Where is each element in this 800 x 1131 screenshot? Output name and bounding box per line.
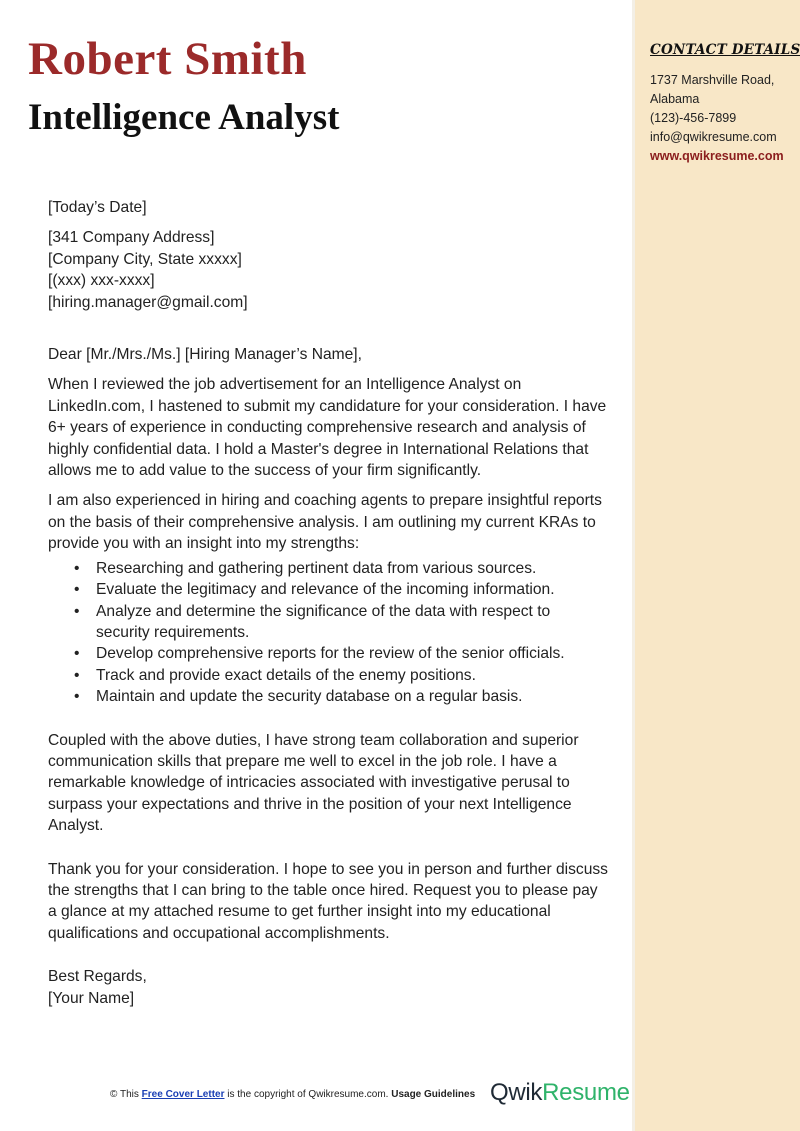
email[interactable]: info@qwikresume.com <box>650 130 777 144</box>
letter-body <box>48 197 608 1009</box>
phone: (123)-456-7899 <box>650 111 737 125</box>
footer-copyright <box>110 1089 475 1100</box>
contact-sidebar <box>632 0 800 1131</box>
closing: Best Regards, <box>48 968 147 986</box>
salutation: Dear [Mr./Mrs./Ms.] [Hiring Manager’s Name], <box>48 346 362 364</box>
logo-part2: Resume <box>542 1079 630 1106</box>
recipient-address: [341 Company Address] <box>48 229 215 247</box>
usage-guidelines-link[interactable]: Usage Guidelines <box>391 1089 476 1100</box>
list-item: • Track and provide exact details of the enemy positions. <box>96 665 608 686</box>
list-item: • Develop comprehensive reports for the review of the senior officials. <box>96 643 608 664</box>
contact-details <box>650 71 784 166</box>
applicant-name: Robert Smith <box>28 33 307 85</box>
list-item: • Researching and gathering pertinent data from various sources. <box>96 558 608 579</box>
list-item: • Maintain and update the security database on a regular basis. <box>96 686 608 707</box>
job-title: Intelligence Analyst <box>28 97 340 138</box>
free-cover-letter-link[interactable]: Free Cover Letter <box>141 1089 225 1100</box>
date: [Today’s Date] <box>48 199 147 216</box>
paragraph-1: When I reviewed the job advertisement for an Intelligence Analyst on LinkedIn.com, I hastened to submit my candidature for your consideration. I have 6+ years of experience in conducting comprehensive research and analysis of highly confidential data. I hold a Master's degree in International Relations that allows me to add value to the success of your firm significantly. <box>48 376 607 480</box>
copyright-icon: © <box>110 1089 118 1100</box>
footer-middle: is the copyright of Qwikresume.com. <box>227 1089 389 1100</box>
list-item: • Evaluate the legitimacy and relevance of the incoming information. <box>96 579 608 600</box>
list-item: • Analyze and determine the significance of the data with respect to security requirements. <box>96 601 608 644</box>
contact-heading: CONTACT DETAILS <box>650 42 800 58</box>
address-line1: 1737 Marshville Road, <box>650 73 775 87</box>
paragraph-4: Thank you for your consideration. I hope to see you in person and further discuss the strengths that I can bring to the table once hired. Request you to please pay a glance at my attached resume to get further insight into my educational qualifications and occupational accomplishments. <box>48 860 608 942</box>
website-link[interactable]: www.qwikresume.com <box>650 149 784 163</box>
footer-prefix: This <box>119 1089 139 1100</box>
qwikresume-logo <box>490 1079 630 1107</box>
recipient-email: [hiring.manager@gmail.com] <box>48 293 248 311</box>
paragraph-2: I am also experienced in hiring and coaching agents to prepare insightful reports on the basis of their comprehensive analysis. I am outlining my current KRAs to provide you with an insight into my strengths: <box>48 492 602 553</box>
signature: [Your Name] <box>48 989 135 1007</box>
recipient-phone: [(xxx) xxx-xxxx] <box>48 272 155 290</box>
address-line2: Alabama <box>650 92 700 106</box>
recipient-city: [Company City, State xxxxx] <box>48 250 242 268</box>
paragraph-3: Coupled with the above duties, I have strong team collaboration and superior communication skills that prepare me well to excel in the job role. I have a remarkable knowledge of intricacies associated with investigative perusal to surpass your expectations and thrive in the position of your next Intelligence Analyst. <box>48 731 579 835</box>
kra-list <box>48 558 608 708</box>
logo-part1: Qwik <box>490 1079 543 1106</box>
